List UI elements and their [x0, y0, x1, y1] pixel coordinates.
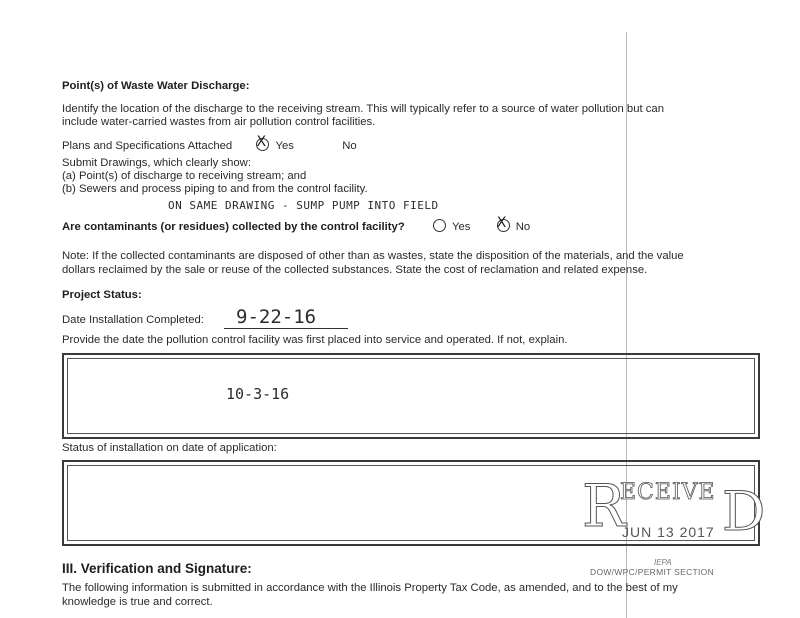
- contaminants-yes-label: Yes: [452, 221, 471, 233]
- service-prompt: Provide the date the pollution control facility was first placed into service and operated. If not, explain.: [62, 334, 568, 346]
- stamp-section: DOW/WPC/PERMIT SECTION: [590, 567, 715, 577]
- plans-yes-label: Yes: [275, 140, 294, 152]
- svg-text:ECEIVE: ECEIVE: [620, 480, 716, 505]
- contaminants-row: [62, 219, 530, 233]
- submit-intro: Submit Drawings, which clearly show:: [62, 157, 251, 169]
- submit-item-b: (b) Sewers and process piping to and from the control facility.: [62, 183, 368, 195]
- service-answer-text: 10-3-16: [226, 385, 290, 403]
- date-installation-label: Date Installation Completed:: [62, 314, 204, 326]
- plans-row: [62, 138, 357, 152]
- submit-item-a: (a) Point(s) of discharge to receiving stream; and: [62, 170, 307, 182]
- plans-no-label: No: [342, 140, 357, 152]
- plans-yes-radio[interactable]: [256, 138, 269, 151]
- discharge-heading: Point(s) of Waste Water Discharge:: [62, 80, 250, 92]
- note-line-2: dollars reclaimed by the sale or reuse of the collected substances. State the cost of reclamation and related expense.: [62, 264, 648, 276]
- received-stamp-date: JUN 13 2017: [622, 524, 715, 540]
- contaminants-yes-radio[interactable]: [433, 219, 446, 232]
- stamp-agency: IEPA: [654, 558, 672, 567]
- date-installation-value[interactable]: 9-22-16: [236, 306, 317, 328]
- service-answer-box[interactable]: [62, 353, 760, 439]
- contaminants-no-label: No: [515, 221, 531, 233]
- plans-label: Plans and Specifications Attached: [62, 140, 233, 152]
- svg-text:R: R: [582, 472, 626, 540]
- received-stamp: [582, 472, 766, 546]
- project-status-heading: Project Status:: [62, 289, 142, 301]
- date-underline: [224, 328, 348, 329]
- service-answer-box-inner: [67, 358, 755, 434]
- svg-text:D: D: [722, 480, 766, 543]
- discharge-instructions-2: include water-carried wastes from air pollution control facilities.: [62, 116, 376, 128]
- handwritten-drawing-note: ON SAME DRAWING - SUMP PUMP INTO FIELD: [168, 199, 439, 212]
- discharge-instructions-1: Identify the location of the discharge to the receiving stream. This will typically refer to a source of water pollution but can: [62, 103, 664, 115]
- verification-text-1: The following information is submitted in accordance with the Illinois Property Tax Code, as amended, and to the best of my: [62, 582, 678, 594]
- contaminants-no-radio[interactable]: [497, 219, 510, 232]
- contaminants-question: Are contaminants (or residues) collected by the control facility?: [62, 221, 405, 233]
- verification-text-2: knowledge is true and correct.: [62, 596, 213, 608]
- note-line-1: Note: If the collected contaminants are disposed of other than as wastes, state the disposition of the materials, and the value: [62, 250, 684, 262]
- status-prompt: Status of installation on date of application:: [62, 442, 277, 454]
- verification-heading: III. Verification and Signature:: [62, 561, 252, 576]
